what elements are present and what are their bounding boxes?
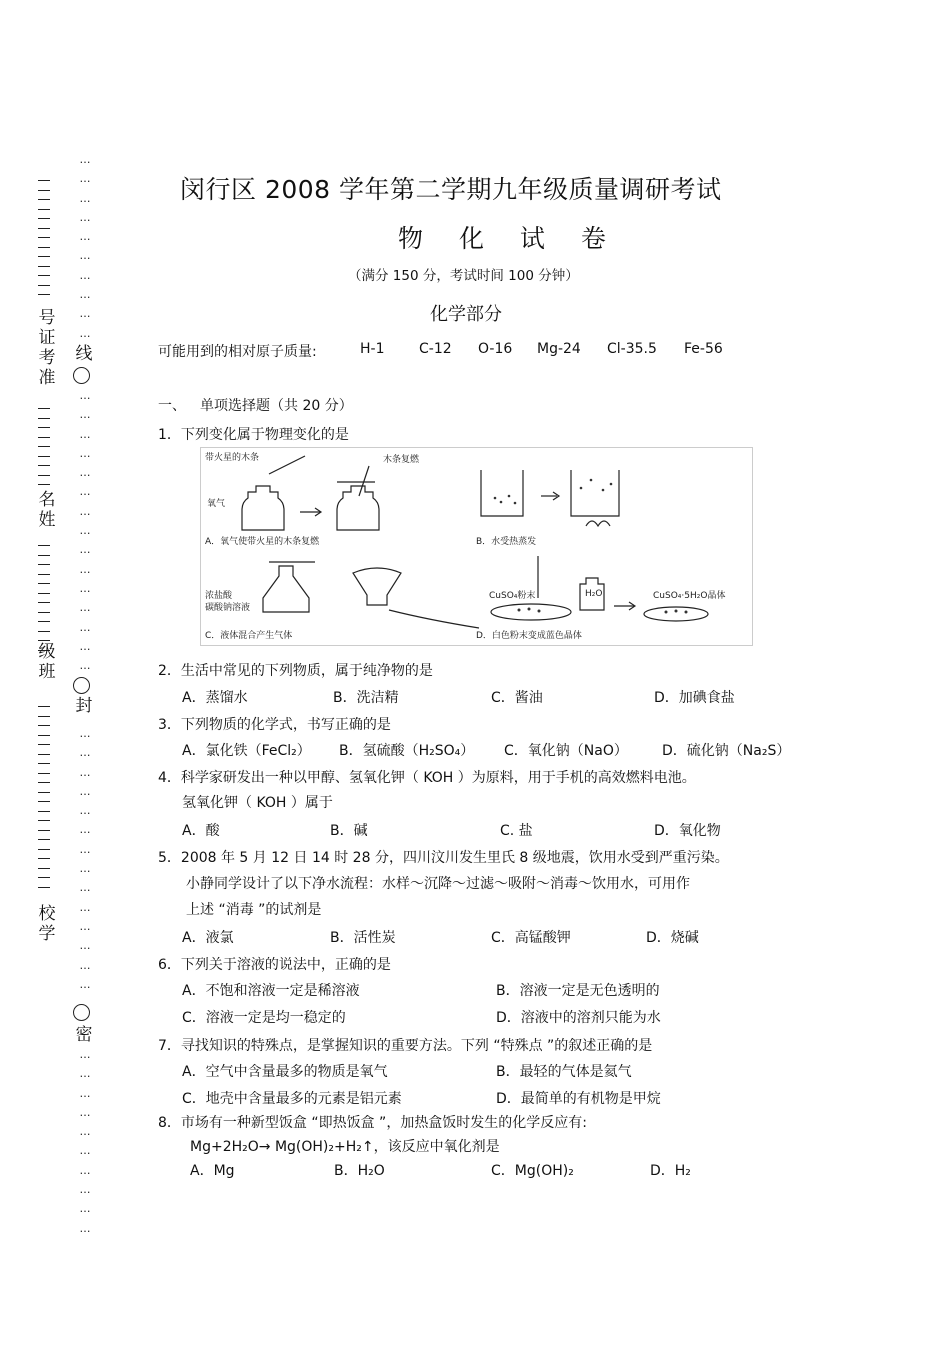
question-5-option-b[interactable]: B．活性炭 bbox=[330, 930, 396, 946]
question-3-option-c[interactable]: C．氧化钠（NaO） bbox=[504, 743, 628, 759]
question-5-option-c[interactable]: C．高锰酸钾 bbox=[491, 930, 571, 946]
question-7-option-c[interactable]: C．地壳中含量最多的元素是铝元素 bbox=[182, 1091, 402, 1107]
fig-caption-b: B．水受热蒸发 bbox=[476, 537, 537, 547]
question-8-option-a[interactable]: A．Mg bbox=[190, 1163, 235, 1179]
atomic-mass-label: 可能用到的相对原子质量: bbox=[158, 344, 317, 360]
section-title: 化学部分 bbox=[430, 304, 502, 325]
question-5-option-a[interactable]: A．液氯 bbox=[182, 930, 234, 946]
name-label: 名姓 bbox=[38, 490, 56, 530]
school-blank[interactable] bbox=[38, 706, 50, 896]
atomic-mass-item: Mg-24 bbox=[537, 341, 581, 357]
secret-label: 密 bbox=[75, 1025, 93, 1045]
question-8-stem: 8．市场有一种新型饭盒 “即热饭盒 ”，加热盒饭时发生的化学反应有: bbox=[158, 1115, 588, 1131]
fig-caption-c: C．液体混合产生气体 bbox=[205, 631, 293, 641]
question-1-stem: 1．下列变化属于物理变化的是 bbox=[158, 427, 349, 443]
paper-subtitle: 物 化 试 卷 bbox=[398, 224, 620, 253]
question-4-option-b[interactable]: B．碱 bbox=[330, 823, 368, 839]
question-5-stem: 5．2008 年 5 月 12 日 14 时 28 分，四川汶川发生里氏 8 级地震，饮用水受到严重污染。 bbox=[158, 850, 729, 866]
atomic-mass-item: Cl-35.5 bbox=[607, 341, 657, 357]
name-blank[interactable] bbox=[38, 408, 50, 494]
question-2-option-c[interactable]: C．酱油 bbox=[491, 690, 543, 706]
question-8-option-d[interactable]: D．H₂ bbox=[650, 1163, 691, 1179]
question-7-option-d[interactable]: D．最简单的有机物是甲烷 bbox=[496, 1091, 661, 1107]
fig-label-hcl: 浓盐酸 bbox=[205, 591, 233, 601]
dotted-line-bottom: … … … … … … … … … … bbox=[79, 1048, 91, 1235]
question-6-option-b[interactable]: B．溶液一定是无色透明的 bbox=[496, 983, 660, 999]
question-4-option-a[interactable]: A．酸 bbox=[182, 823, 220, 839]
question-7-option-a[interactable]: A．空气中含量最多的物质是氧气 bbox=[182, 1064, 388, 1080]
question-6-option-a[interactable]: A．不饱和溶液一定是稀溶液 bbox=[182, 983, 360, 999]
fig-label-oxygen: 氧气 bbox=[207, 499, 226, 509]
dotted-line-mid1: … … … … … … … … … … … … … … … bbox=[79, 389, 91, 673]
exam-title: 闵行区 2008 学年第二学期九年级质量调研考试 bbox=[180, 175, 722, 204]
question-7-option-b[interactable]: B．最轻的气体是氦气 bbox=[496, 1064, 632, 1080]
fig-label-na2co3: 碳酸钠溶液 bbox=[205, 603, 251, 613]
school-label: 校学 bbox=[38, 904, 56, 944]
fig-label-splint: 带火星的木条 bbox=[205, 453, 260, 463]
question-3-option-d[interactable]: D．硫化钠（Na₂S） bbox=[662, 743, 791, 759]
question-2-stem: 2．生活中常见的下列物质，属于纯净物的是 bbox=[158, 663, 433, 679]
question-4-stem-cont: 氢氧化钾（ KOH ）属于 bbox=[182, 795, 333, 811]
part-number: 一、 bbox=[158, 398, 186, 414]
question-3-stem: 3．下列物质的化学式，书写正确的是 bbox=[158, 717, 391, 733]
question-1-figure bbox=[200, 447, 753, 646]
question-4-option-d[interactable]: D．氧化物 bbox=[654, 823, 721, 839]
fig-label-crystal: CuSO₄·5H₂O晶体 bbox=[653, 591, 726, 601]
question-5-stem-cont2: 上述 “消毒 ”的试剂是 bbox=[186, 902, 322, 918]
question-8-option-c[interactable]: C．Mg(OH)₂ bbox=[491, 1163, 574, 1179]
atomic-mass-item: O-16 bbox=[478, 341, 513, 357]
question-5-option-d[interactable]: D．烧碱 bbox=[646, 930, 699, 946]
question-6-option-d[interactable]: D．溶液中的溶剂只能为水 bbox=[496, 1010, 661, 1026]
fig-label-h2o: H₂O bbox=[585, 589, 603, 599]
question-2-option-a[interactable]: A．蒸馏水 bbox=[182, 690, 248, 706]
fig-label-cuso4: CuSO₄粉末 bbox=[489, 591, 536, 601]
fig-caption-d: D．白色粉末变成蓝色晶体 bbox=[476, 631, 582, 641]
circle-mark bbox=[73, 1004, 90, 1025]
question-2-option-b[interactable]: B．洗洁精 bbox=[333, 690, 399, 706]
circle-mark bbox=[73, 677, 90, 698]
seal-label: 封 bbox=[75, 696, 93, 716]
fig-caption-a: A．氧气使带火星的木条复燃 bbox=[205, 537, 320, 547]
question-6-option-c[interactable]: C．溶液一定是均一稳定的 bbox=[182, 1010, 346, 1026]
question-6-stem: 6．下列关于溶液的说法中，正确的是 bbox=[158, 957, 391, 973]
question-2-option-d[interactable]: D．加碘食盐 bbox=[654, 690, 735, 706]
atomic-mass-item: H-1 bbox=[360, 341, 385, 357]
atomic-mass-item: Fe-56 bbox=[684, 341, 723, 357]
question-5-stem-cont: 小静同学设计了以下净水流程：水样～沉降～过滤～吸附～消毒～饮用水，可用作 bbox=[186, 876, 690, 892]
question-4-option-c[interactable]: C. 盐 bbox=[500, 823, 533, 839]
question-8-equation: Mg+2H₂O→ Mg(OH)₂+H₂↑，该反应中氧化剂是 bbox=[190, 1139, 500, 1155]
question-4-stem: 4．科学家研发出一种以甲醇、氢氧化钾（ KOH ）为原料，用于手机的高效燃料电池。 bbox=[158, 770, 696, 786]
class-label: 级班 bbox=[38, 642, 56, 682]
id-label: 号证考准 bbox=[38, 308, 56, 388]
question-3-option-b[interactable]: B．氢硫酸（H₂SO₄） bbox=[339, 743, 475, 759]
id-blank[interactable] bbox=[38, 180, 50, 304]
exam-info: （满分 150 分，考试时间 100 分钟） bbox=[348, 268, 579, 284]
question-3-option-a[interactable]: A．氯化铁（FeCl₂） bbox=[182, 743, 311, 759]
atomic-mass-item: C-12 bbox=[419, 341, 452, 357]
question-8-option-b[interactable]: B．H₂O bbox=[334, 1163, 385, 1179]
dotted-line-top: … … … … … … … … … … bbox=[79, 153, 91, 340]
fig-label-splint-relit: 木条复燃 bbox=[383, 455, 420, 465]
part-title: 单项选择题（共 20 分） bbox=[200, 398, 353, 414]
question-7-stem: 7．寻找知识的特殊点，是掌握知识的重要方法。下列 “特殊点 ”的叙述正确的是 bbox=[158, 1038, 653, 1054]
circle-mark bbox=[73, 367, 90, 388]
line-label: 线 bbox=[75, 344, 93, 364]
dotted-line-mid2: … … … … … … … … … … … … … … bbox=[79, 727, 91, 991]
